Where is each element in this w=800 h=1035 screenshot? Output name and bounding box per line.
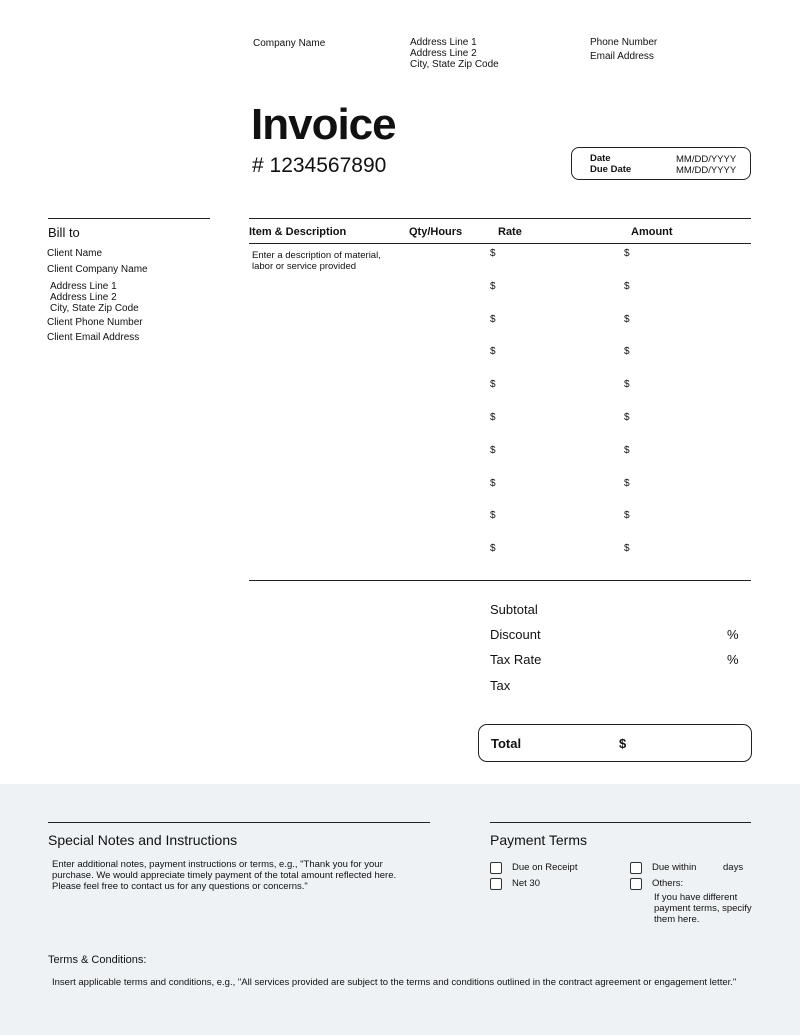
company-email: Email Address [590,51,654,62]
company-address [410,37,499,70]
days-label: days [723,862,744,873]
due-on-receipt-label: Due on Receipt [512,862,578,873]
date-box [571,147,751,180]
table-header-rule [249,243,751,244]
tax-rate-label: Tax Rate [490,652,542,667]
company-contact [590,37,657,62]
client-email[interactable]: Client Email Address [47,332,140,343]
due-within-checkbox[interactable] [630,862,642,874]
amount-cell[interactable]: $ [624,478,630,489]
rate-cell[interactable]: $ [490,543,496,554]
discount-label: Discount [490,627,541,642]
date-value[interactable]: MM/DD/YYYY [676,154,737,165]
amount-cell[interactable]: $ [624,510,630,521]
rate-cell[interactable]: $ [490,412,496,423]
payment-divider [490,822,751,823]
amount-cell[interactable]: $ [624,445,630,456]
client-company[interactable]: Client Company Name [47,264,148,275]
due-date-label: Due Date [590,164,632,175]
terms-text[interactable]: Insert applicable terms and conditions, e.g., "All services provided are subject to the terms and conditions outlined in the contract agreement or engagement letter." [52,977,737,988]
rate-cell[interactable]: $ [490,281,496,292]
rate-cell[interactable]: $ [490,510,496,521]
company-phone: Phone Number [590,37,658,48]
rate-cell[interactable]: $ [490,379,496,390]
company-city-state-zip: City, State Zip Code [410,59,499,70]
notes-divider [48,822,430,823]
others-checkbox[interactable] [630,878,642,890]
column-header-amount: Amount [631,226,673,238]
column-header-rate: Rate [498,226,522,238]
column-header-qty: Qty/Hours [409,226,463,238]
discount-percent: % [727,627,739,642]
amount-cell[interactable]: $ [624,281,630,292]
subtotal-label: Subtotal [490,602,538,617]
amount-cell[interactable]: $ [624,346,630,357]
due-date-value[interactable]: MM/DD/YYYY [676,165,737,176]
invoice-title: Invoice [251,100,396,149]
rate-cell[interactable]: $ [490,478,496,489]
tax-rate-percent: % [727,652,739,667]
amount-cell[interactable]: $ [624,412,630,423]
client-name[interactable]: Client Name [47,248,103,259]
bill-to-divider [48,218,210,219]
item-description[interactable]: Enter a description of material, labor or service provided [252,250,381,272]
bill-to-heading: Bill to [48,225,80,240]
client-city-state-zip: City, State Zip Code [50,303,139,314]
net-30-label: Net 30 [512,878,540,889]
payment-heading: Payment Terms [490,832,587,848]
company-name: Company Name [253,38,326,49]
company-address-line2: Address Line 2 [410,48,477,59]
client-address[interactable] [50,281,139,314]
rate-cell[interactable]: $ [490,314,496,325]
column-header-item: Item & Description [249,226,347,238]
others-label: Others: [652,878,684,889]
client-address-line2: Address Line 2 [50,292,117,303]
total-currency[interactable]: $ [619,736,627,751]
others-note[interactable]: If you have different payment terms, specify them here. [654,892,752,925]
rate-cell[interactable]: $ [490,445,496,456]
client-phone[interactable]: Client Phone Number [47,317,143,328]
table-top-rule [249,218,751,219]
company-address-line1: Address Line 1 [410,37,477,48]
net-30-checkbox[interactable] [490,878,502,890]
footer-panel [0,784,800,1035]
tax-label: Tax [490,678,511,693]
total-label: Total [491,736,522,751]
table-bottom-rule [249,580,751,581]
rate-cell[interactable]: $ [490,346,496,357]
client-address-line1: Address Line 1 [50,281,117,292]
due-within-label: Due within [652,862,697,873]
total-box [478,724,752,762]
invoice-number: # 1234567890 [252,154,387,177]
date-label: Date [590,153,611,164]
notes-heading: Special Notes and Instructions [48,832,238,848]
rate-cell[interactable]: $ [490,248,496,259]
amount-cell[interactable]: $ [624,314,630,325]
amount-cell[interactable]: $ [624,248,630,259]
amount-cell[interactable]: $ [624,379,630,390]
terms-heading: Terms & Conditions: [48,954,147,966]
notes-text[interactable]: Enter additional notes, payment instructions or terms, e.g., "Thank you for your purchase. We would appreciate timely payment of the total amount reflected here. Please feel free to contact us for any questions or concerns." [52,859,397,892]
due-on-receipt-checkbox[interactable] [490,862,502,874]
amount-cell[interactable]: $ [624,543,630,554]
